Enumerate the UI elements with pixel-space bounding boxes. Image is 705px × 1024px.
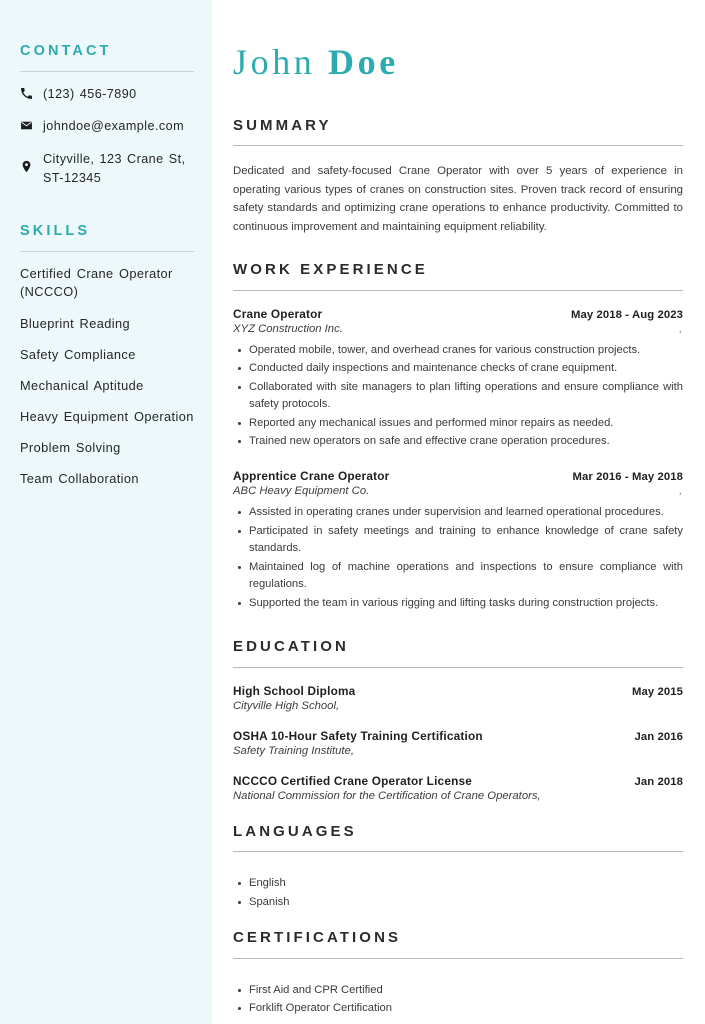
job-bullet: Participated in safety meetings and training to enhance knowledge of crane safety standards. bbox=[233, 523, 683, 558]
skills-divider bbox=[20, 251, 194, 252]
education-entry bbox=[233, 684, 683, 712]
degree-date: Jan 2016 bbox=[634, 730, 683, 743]
job-bullet: Maintained log of machine operations and inspections to ensure compliance with regulations. bbox=[233, 559, 683, 594]
job-date: May 2018 - Aug 2023 bbox=[571, 308, 683, 321]
envelope-icon bbox=[20, 117, 40, 132]
job-bullet: Collaborated with site managers to plan lifting operations and ensure compliance with safety protocols. bbox=[233, 379, 683, 414]
skill-item: Heavy Equipment Operation bbox=[20, 408, 194, 424]
experience-entry-subheader bbox=[233, 485, 683, 497]
experience-entry-header bbox=[233, 469, 683, 483]
institution-name: Safety Training Institute, bbox=[233, 744, 354, 757]
education-section bbox=[233, 639, 683, 802]
education-entry-header bbox=[233, 774, 683, 788]
work-experience-section bbox=[233, 262, 683, 612]
summary-text: Dedicated and safety-focused Crane Operator with over 5 years of experience in operating various types of cranes on construction sites. Proven track record of ensuring safety standards and optimizing crane operations to enhance productivity. Committed to continuous improvement and maintaining equipment reliability. bbox=[233, 165, 683, 233]
education-entry-header bbox=[233, 684, 683, 698]
job-bullet: Supported the team in various rigging and lifting tasks during construction projects. bbox=[233, 595, 683, 612]
education-entry bbox=[233, 774, 683, 802]
job-organization: ABC Heavy Equipment Co. bbox=[233, 485, 370, 498]
summary-body bbox=[233, 146, 683, 236]
job-title: Apprentice Crane Operator bbox=[233, 469, 390, 484]
certifications-section bbox=[233, 930, 683, 1017]
experience-entry-header bbox=[233, 307, 683, 321]
main-content bbox=[212, 0, 705, 1024]
education-entry bbox=[233, 729, 683, 757]
institution-name: National Commission for the Certification of Crane Operators, bbox=[233, 789, 541, 802]
experience-entry bbox=[233, 307, 683, 451]
contact-item-email[interactable] bbox=[20, 117, 194, 137]
job-title: Crane Operator bbox=[233, 306, 323, 321]
education-heading: EDUCATION bbox=[233, 638, 349, 656]
education-entry-subheader bbox=[233, 790, 683, 802]
language-item: Spanish bbox=[233, 894, 683, 911]
contact-email-value: johndoe@example.com bbox=[43, 119, 185, 134]
education-entry-header bbox=[233, 729, 683, 743]
skill-item: Certified Crane Operator (NCCCO) bbox=[20, 265, 173, 300]
skill-item: Team Collaboration bbox=[20, 470, 139, 486]
skill-item: Problem Solving bbox=[20, 439, 121, 455]
degree-date: Jan 2018 bbox=[634, 775, 683, 788]
contact-address-value: Cityville, 123 Crane St, ST-12345 bbox=[43, 151, 186, 186]
contact-section bbox=[0, 44, 212, 189]
institution-name: Cityville High School, bbox=[233, 699, 340, 712]
job-bullet: Reported any mechanical issues and performed minor repairs as needed. bbox=[233, 415, 683, 432]
skill-item: Blueprint Reading bbox=[20, 315, 131, 331]
job-date: Mar 2016 - May 2018 bbox=[572, 471, 683, 484]
degree-title: OSHA 10-Hour Safety Training Certification bbox=[233, 728, 483, 743]
experience-entry bbox=[233, 469, 683, 612]
work-experience-heading: WORK EXPERIENCE bbox=[233, 261, 428, 279]
job-bullet-list bbox=[233, 342, 683, 451]
job-bullet: Operated mobile, tower, and overhead cranes for various construction projects. bbox=[233, 342, 683, 359]
phone-icon bbox=[20, 85, 40, 100]
job-location: , bbox=[679, 323, 682, 335]
languages-section bbox=[233, 824, 683, 911]
last-name: Doe bbox=[328, 42, 399, 82]
skills-section bbox=[0, 224, 212, 488]
certifications-list bbox=[233, 982, 683, 1018]
degree-title: High School Diploma bbox=[233, 683, 356, 698]
job-bullet-list bbox=[233, 504, 683, 612]
work-experience-body bbox=[233, 291, 683, 613]
certifications-body bbox=[233, 959, 683, 1018]
job-organization: XYZ Construction Inc. bbox=[233, 322, 343, 335]
section-spacer bbox=[233, 613, 683, 639]
job-bullet: Assisted in operating cranes under supervision and learned operational procedures. bbox=[233, 504, 683, 521]
first-name: John bbox=[233, 42, 316, 82]
languages-list bbox=[233, 875, 683, 911]
languages-body bbox=[233, 852, 683, 911]
contact-divider bbox=[20, 71, 194, 72]
education-body bbox=[233, 668, 683, 802]
language-item: English bbox=[233, 875, 683, 892]
education-entry-subheader bbox=[233, 745, 683, 757]
certifications-heading: CERTIFICATIONS bbox=[233, 929, 402, 947]
job-bullet: Conducted daily inspections and maintenance checks of crane equipment. bbox=[233, 360, 683, 377]
contact-heading: CONTACT bbox=[20, 43, 112, 59]
sidebar-spacer bbox=[0, 202, 212, 224]
languages-heading: LANGUAGES bbox=[233, 822, 357, 840]
page-title bbox=[233, 44, 683, 82]
summary-heading: SUMMARY bbox=[233, 116, 332, 134]
job-location: , bbox=[679, 486, 682, 498]
degree-date: May 2015 bbox=[631, 685, 683, 698]
map-pin-icon bbox=[20, 150, 40, 184]
summary-section bbox=[233, 118, 683, 236]
section-spacer bbox=[233, 912, 683, 930]
skill-item: Mechanical Aptitude bbox=[20, 377, 144, 393]
job-bullet: Trained new operators on safe and effective crane operation procedures. bbox=[233, 433, 683, 450]
contact-item-phone[interactable] bbox=[20, 85, 194, 105]
certification-item: First Aid and CPR Certified bbox=[233, 982, 683, 999]
skill-item: Safety Compliance bbox=[20, 346, 136, 362]
education-entry-subheader bbox=[233, 700, 683, 712]
experience-entry-subheader bbox=[233, 323, 683, 335]
certification-item: Forklift Operator Certification bbox=[233, 1000, 683, 1017]
sidebar bbox=[0, 0, 212, 1024]
section-spacer bbox=[233, 802, 683, 824]
contact-item-address[interactable] bbox=[20, 150, 194, 189]
degree-title: NCCCO Certified Crane Operator License bbox=[233, 773, 473, 788]
skills-list bbox=[20, 265, 194, 488]
section-spacer bbox=[233, 236, 683, 262]
skills-heading: SKILLS bbox=[20, 223, 91, 239]
contact-phone-value: (123) 456-7890 bbox=[43, 86, 137, 101]
